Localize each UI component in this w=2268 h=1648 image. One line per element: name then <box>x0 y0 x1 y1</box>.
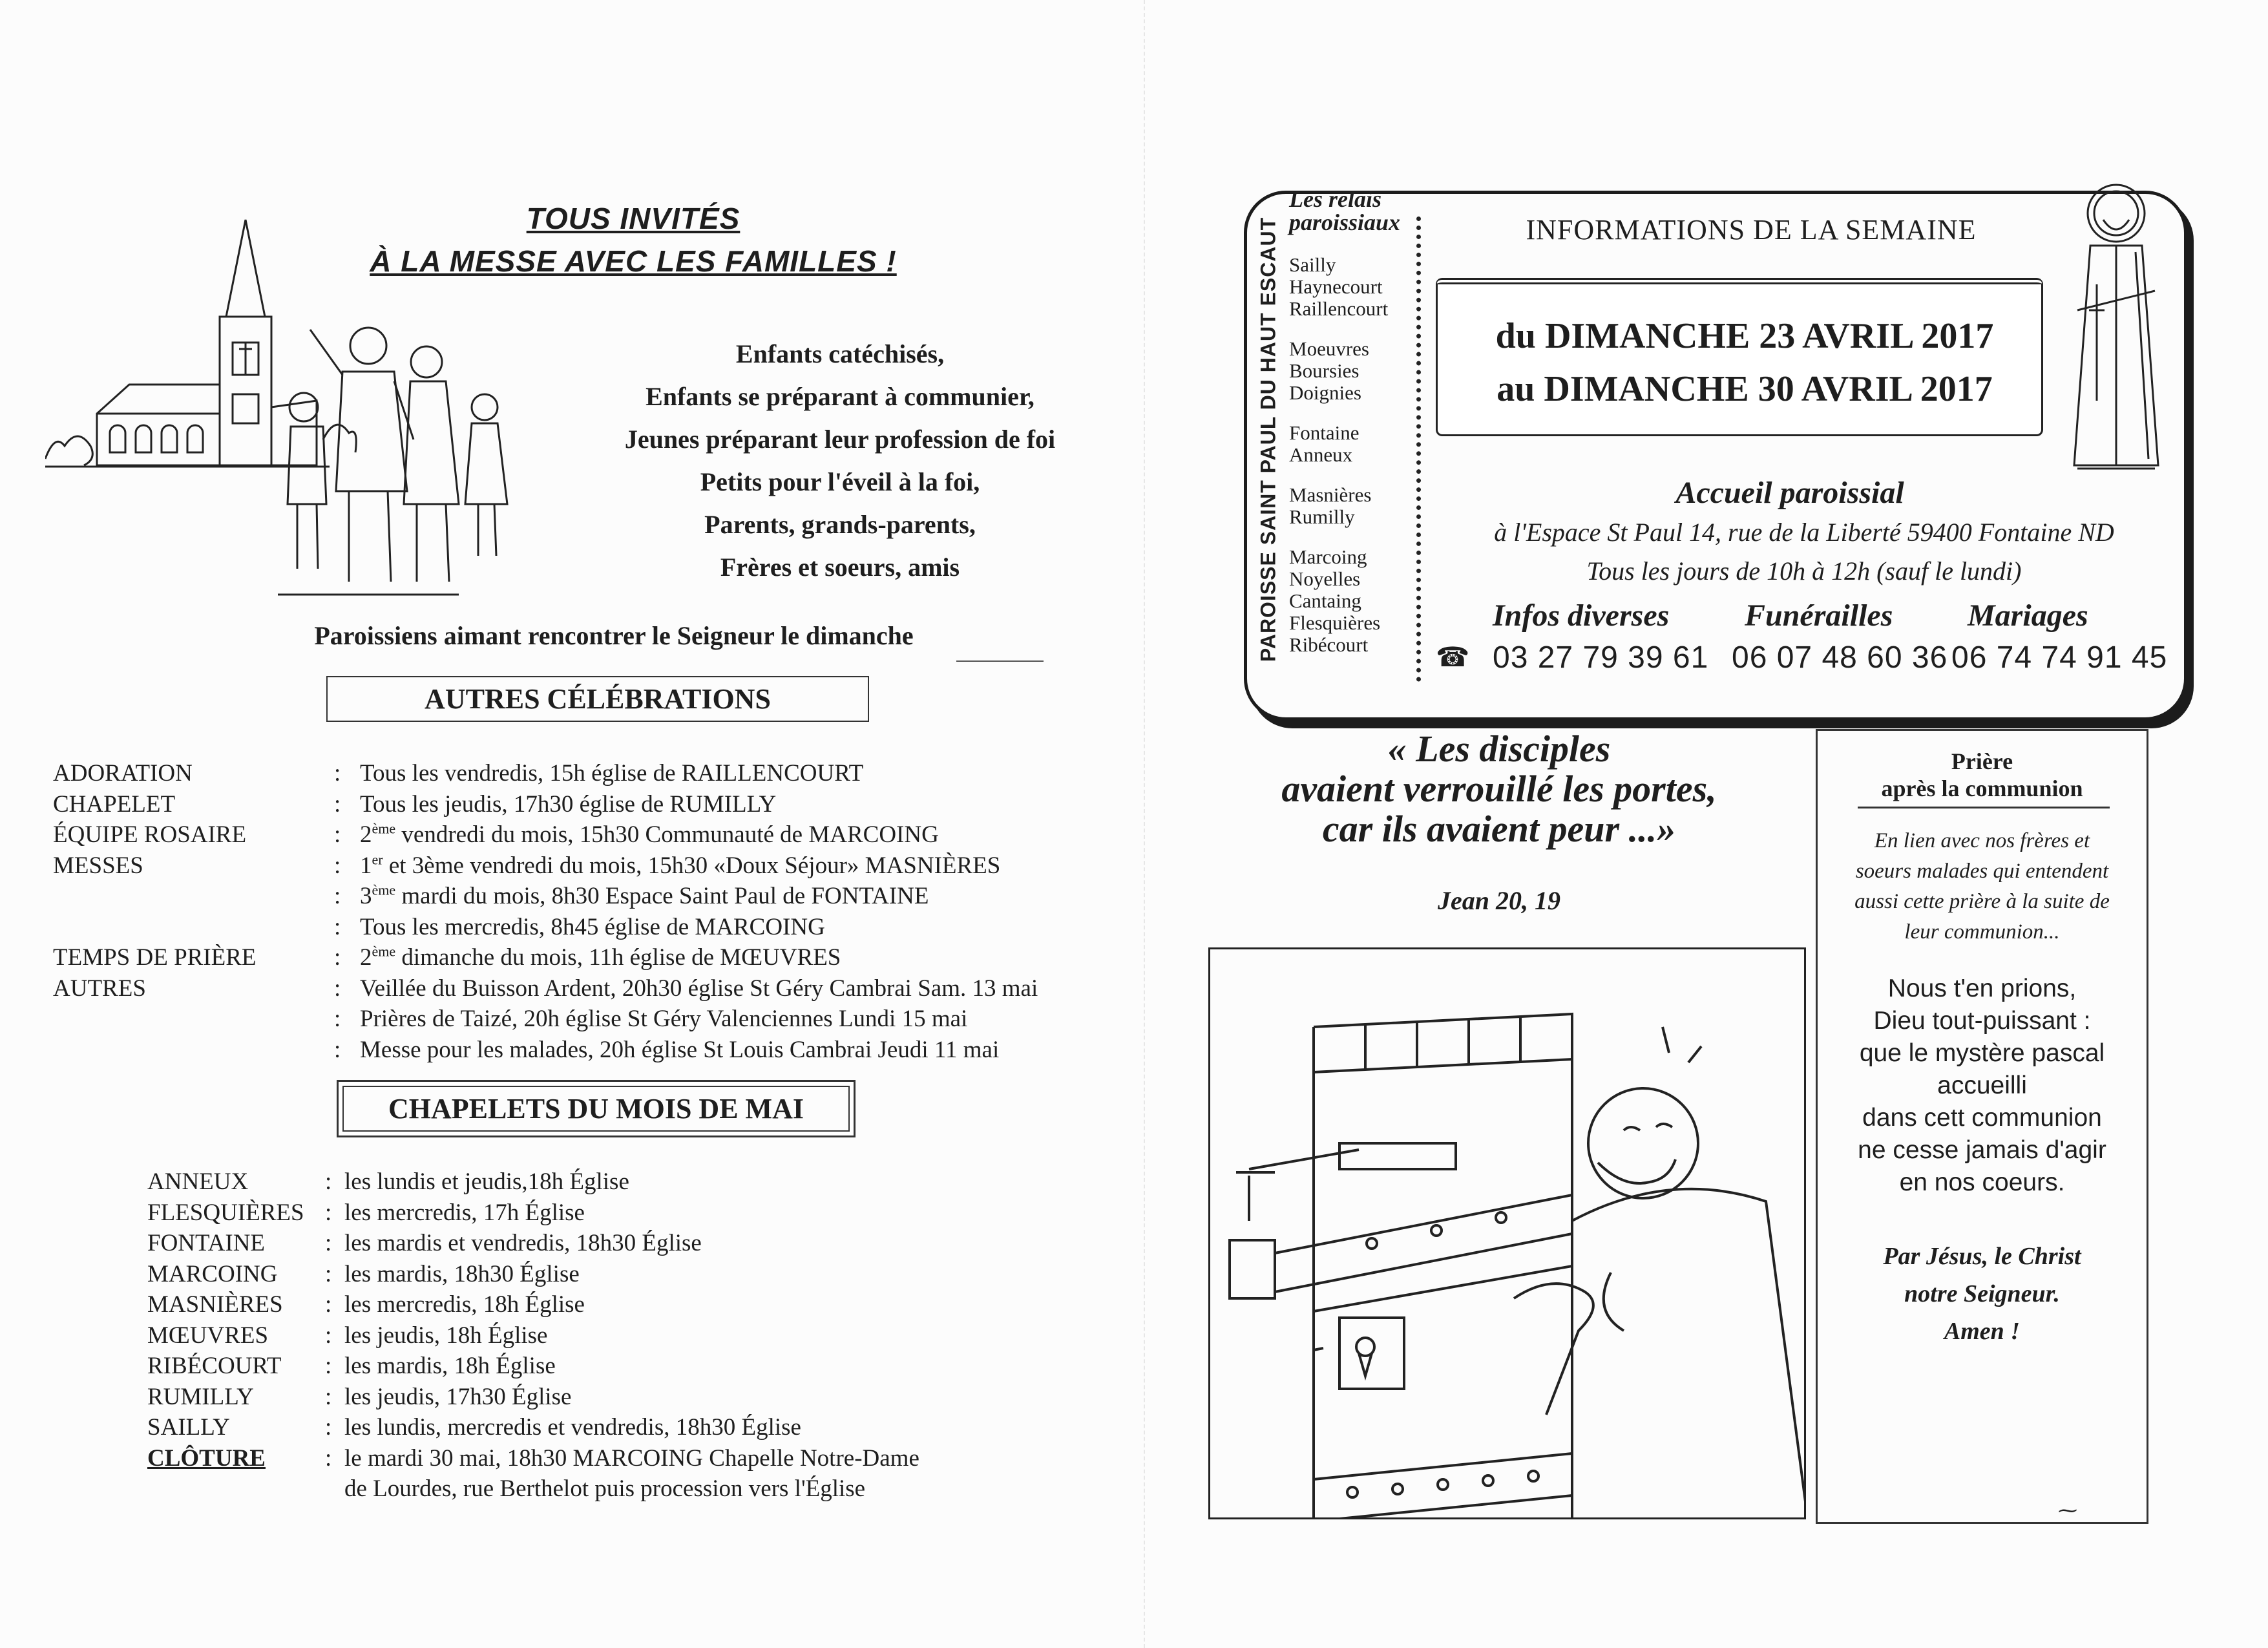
row-value: de Lourdes, rue Berthelot puis procession vers l'Église <box>344 1475 866 1502</box>
row-separator: : <box>325 1383 332 1410</box>
row-value <box>360 942 841 973</box>
ordinal-number: 2 <box>360 944 372 971</box>
row-separator: : <box>325 1291 332 1318</box>
saint-paul-figure <box>2052 181 2181 478</box>
row-separator: : <box>334 790 341 818</box>
row-separator: : <box>325 1199 332 1226</box>
mariages-number: 06 74 74 91 45 <box>1951 640 2168 675</box>
relais-group <box>1289 338 1388 404</box>
relais-item: Ribécourt <box>1289 633 1369 656</box>
audience-item: Enfants catéchisés, <box>735 339 945 368</box>
row-value <box>360 881 929 912</box>
invite-title <box>310 197 956 282</box>
prayer-line: dans cett communion <box>1862 1104 2102 1132</box>
row-value: Prières de Taizé, 20h église St Géry Valenciennes Lundi 15 mai <box>360 1006 968 1032</box>
table-row <box>53 1004 1061 1035</box>
relais-item: Rumilly <box>1289 505 1355 528</box>
prayer-title-line1: Prière <box>1951 748 2013 774</box>
row-value: les mardis, 18h30 Église <box>344 1260 580 1287</box>
quote-line: « Les disciples <box>1387 728 1611 770</box>
relais-item: Masnières <box>1289 483 1372 506</box>
table-row <box>147 1443 1065 1474</box>
table-row <box>53 942 1061 973</box>
autres-celebrations-heading: AUTRES CÉLÉBRATIONS <box>326 676 869 722</box>
relais-item: Flesquières <box>1289 611 1381 634</box>
table-row <box>147 1474 1065 1505</box>
ordinal-suffix: er <box>372 851 383 868</box>
relais-group <box>1289 484 1388 528</box>
relais-group <box>1289 254 1388 320</box>
row-label <box>53 912 334 943</box>
relais-item: Sailly <box>1289 253 1336 276</box>
table-row <box>147 1167 1065 1198</box>
row-label: FONTAINE <box>147 1230 266 1256</box>
table-row <box>147 1228 1065 1259</box>
audience-item: Jeunes préparant leur profession de foi <box>624 425 1056 454</box>
row-label: CHAPELET <box>53 790 176 818</box>
accueil-title: Accueil paroissial <box>1675 476 1904 510</box>
row-separator: : <box>325 1168 332 1195</box>
prayer-intro <box>1819 826 2145 947</box>
row-separator: : <box>325 1230 332 1256</box>
funerailles-label: Funérailles <box>1745 598 1893 633</box>
relais-item: Haynecourt <box>1289 275 1383 298</box>
ordinal-suffix: ème <box>372 820 396 837</box>
audience-item: Enfants se préparant à communier, <box>646 382 1034 411</box>
row-separator: : <box>334 975 341 1002</box>
date-scroll-banner <box>1436 278 2043 436</box>
row-label <box>53 881 334 912</box>
ordinal-number: 3 <box>360 883 372 909</box>
row-separator: : <box>334 821 341 848</box>
row-value: les jeudis, 17h30 Église <box>344 1383 572 1410</box>
row-label: RIBÉCOURT <box>147 1353 282 1379</box>
prayer-line: que le mystère pascal <box>1859 1039 2105 1067</box>
row-value: Tous les jeudis, 17h30 église de RUMILLY <box>360 790 777 818</box>
table-row <box>53 1035 1061 1066</box>
row-label: MŒUVRES <box>147 1322 269 1349</box>
table-row <box>53 912 1061 943</box>
row-label: TEMPS DE PRIÈRE <box>53 944 257 971</box>
table-row <box>147 1351 1065 1382</box>
row-value <box>360 850 1000 882</box>
relais-group <box>1289 422 1388 466</box>
row-value: Tous les mercredis, 8h45 église de MARCOING <box>360 913 825 940</box>
row-value-text: vendredi du mois, 15h30 Communauté de MARCOING <box>395 821 939 848</box>
row-separator: : <box>334 760 341 787</box>
row-label: CLÔTURE <box>147 1444 266 1472</box>
table-row <box>53 819 1061 850</box>
table-row <box>147 1259 1065 1290</box>
relais-group <box>1289 546 1388 656</box>
ordinal-suffix: ème <box>372 943 396 960</box>
parish-name-vertical <box>1249 200 1288 679</box>
prayer-line: accueilli <box>1937 1072 2027 1099</box>
row-value: les mardis, 18h Église <box>344 1353 556 1379</box>
prayer-ending <box>1819 1238 2145 1350</box>
row-label <box>53 1004 334 1035</box>
row-value: Veillée du Buisson Ardent, 20h30 église St Géry Cambrai Sam. 13 mai <box>360 975 1038 1002</box>
row-separator: : <box>325 1322 332 1349</box>
table-row <box>53 881 1061 912</box>
row-separator <box>325 1474 344 1505</box>
prayer-title-line2: après la communion <box>1881 776 2083 801</box>
audience-item: Parents, grands-parents, <box>704 510 976 539</box>
relais-item: Doignies <box>1289 381 1361 404</box>
table-row <box>53 850 1061 882</box>
ordinal-number: 1 <box>360 852 372 879</box>
divider <box>956 660 1044 662</box>
relais-item: Moeuvres <box>1289 337 1369 360</box>
date-from: du DIMANCHE 23 AVRIL 2017 <box>1495 316 1994 356</box>
dotted-divider <box>1416 217 1421 682</box>
row-separator: : <box>325 1353 332 1379</box>
row-label: ADORATION <box>53 760 193 787</box>
info-title: INFORMATIONS DE LA SEMAINE <box>1526 214 1977 246</box>
row-value: les mercredis, 18h Église <box>344 1291 585 1318</box>
row-value-text: mardi du mois, 8h30 Espace Saint Paul de FONTAINE <box>395 883 929 909</box>
prayer-body <box>1819 973 2145 1199</box>
row-value: les lundis, mercredis et vendredis, 18h30 Église <box>344 1414 801 1441</box>
row-label <box>147 1474 325 1505</box>
relais-item: Marcoing <box>1289 545 1367 568</box>
invite-audience-list <box>504 333 1176 589</box>
page-fold <box>1144 0 1145 1648</box>
mariages-label: Mariages <box>1968 598 2088 633</box>
chapelets-table <box>147 1167 1065 1505</box>
row-value <box>360 819 939 850</box>
row-value: les jeudis, 18h Église <box>344 1322 548 1349</box>
locked-door-illustration <box>1208 947 1806 1519</box>
prayer-line: Nous t'en prions, <box>1887 975 2077 1002</box>
row-label: AUTRES <box>53 975 146 1002</box>
relais-item: Raillencourt <box>1289 297 1389 320</box>
table-row <box>53 973 1061 1004</box>
infos-label: Infos diverses <box>1493 598 1670 633</box>
prayer-ending-line: Par Jésus, le Christ <box>1883 1243 2081 1270</box>
prayer-line: ne cesse jamais d'agir <box>1858 1136 2106 1164</box>
relais-item: Cantaing <box>1289 589 1361 612</box>
prayer-line: Dieu tout-puissant : <box>1873 1007 2091 1035</box>
row-separator: : <box>334 1036 341 1063</box>
accueil-hours: Tous les jours de 10h à 12h (sauf le lundi) <box>1586 556 2022 586</box>
prayer-title <box>1816 748 2148 802</box>
row-separator: : <box>325 1444 332 1472</box>
table-row <box>147 1320 1065 1351</box>
audience-item: Petits pour l'éveil à la foi, <box>700 467 980 496</box>
relais-list <box>1289 254 1388 674</box>
ordinal-number: 2 <box>360 821 372 848</box>
prayer-line: en nos coeurs. <box>1899 1168 2065 1196</box>
table-row <box>53 789 1061 820</box>
relais-item: Fontaine <box>1289 421 1360 444</box>
relais-item: Anneux <box>1289 443 1353 466</box>
accueil-address: à l'Espace St Paul 14, rue de la Liberté 59400 Fontaine ND <box>1494 518 2114 547</box>
audience-item: Frères et soeurs, amis <box>720 553 960 582</box>
row-value-text: dimanche du mois, 11h église de MŒUVRES <box>395 944 841 971</box>
quote-line: avaient verrouillé les portes, <box>1281 768 1717 810</box>
row-separator: : <box>334 944 341 971</box>
row-label: MESSES <box>53 852 143 879</box>
divider <box>1858 807 2110 808</box>
table-row <box>147 1198 1065 1229</box>
row-separator: : <box>325 1260 332 1287</box>
row-separator: : <box>334 852 341 879</box>
relais-title <box>1289 187 1400 234</box>
row-label: RUMILLY <box>147 1383 254 1410</box>
infos-number: 03 27 79 39 61 <box>1493 640 1709 675</box>
row-separator: : <box>334 1006 341 1032</box>
prayer-intro-line: soeurs malades qui entendent <box>1855 860 2109 883</box>
row-separator: : <box>325 1414 332 1441</box>
row-label: MASNIÈRES <box>147 1291 283 1318</box>
row-label: MARCOING <box>147 1260 278 1287</box>
row-label: FLESQUIÈRES <box>147 1199 304 1226</box>
chapelets-heading: CHAPELETS DU MOIS DE MAI <box>342 1086 850 1132</box>
table-row <box>53 758 1061 789</box>
prayer-intro-line: En lien avec nos frères et <box>1874 829 2090 852</box>
decorative-mark-icon: ⁓ <box>2058 1500 2077 1521</box>
row-value: les lundis et jeudis,18h Église <box>344 1168 629 1195</box>
row-value: le mardi 30 mai, 18h30 MARCOING Chapelle Notre-Dame <box>344 1444 919 1472</box>
row-label: ÉQUIPE ROSAIRE <box>53 821 247 848</box>
quote-line: car ils avaient peur ...» <box>1322 808 1676 850</box>
row-value: les mercredis, 17h Église <box>344 1199 585 1226</box>
row-separator: : <box>334 913 341 940</box>
prayer-ending-line: Amen ! <box>1944 1318 2021 1345</box>
row-value: Tous les vendredis, 15h église de RAILLENCOURT <box>360 760 864 787</box>
row-value-text: et 3ème vendredi du mois, 15h30 «Doux Séjour» MASNIÈRES <box>383 852 1001 879</box>
row-separator: : <box>334 883 341 909</box>
phone-icon: ☎ <box>1436 643 1470 673</box>
relais-item: Boursies <box>1289 359 1360 382</box>
prayer-intro-line: leur communion... <box>1904 920 2060 944</box>
row-label <box>53 1035 334 1066</box>
relais-item: Noyelles <box>1289 567 1361 590</box>
prayer-ending-line: notre Seigneur. <box>1904 1280 2060 1307</box>
table-row <box>147 1289 1065 1320</box>
gospel-quote <box>1215 729 1783 849</box>
prayer-intro-line: aussi cette prière à la suite de <box>1854 890 2110 913</box>
row-value: les mardis et vendredis, 18h30 Église <box>344 1230 702 1256</box>
table-row <box>147 1382 1065 1413</box>
ordinal-suffix: ème <box>372 882 396 898</box>
relais-title-line1: Les relais <box>1289 186 1381 212</box>
autres-celebrations-table <box>53 758 1061 1065</box>
date-to: au DIMANCHE 30 AVRIL 2017 <box>1496 369 1993 409</box>
relais-title-line2: paroissiaux <box>1289 209 1401 235</box>
invite-footer: Paroissiens aimant rencontrer le Seigneur le dimanche <box>314 621 914 650</box>
row-value: Messe pour les malades, 20h église St Louis Cambrai Jeudi 11 mai <box>360 1036 1000 1063</box>
invite-title-line1: TOUS INVITÉS <box>526 202 740 235</box>
table-row <box>147 1412 1065 1443</box>
row-label: SAILLY <box>147 1414 230 1441</box>
quote-reference: Jean 20, 19 <box>1438 886 1560 915</box>
funerailles-number: 06 07 48 60 36 <box>1732 640 1948 675</box>
parish-name: PAROISSE SAINT PAUL DU HAUT ESCAUT <box>1256 217 1280 662</box>
invite-title-line2: À LA MESSE AVEC LES FAMILLES ! <box>370 244 897 278</box>
locked-door-drawing <box>1210 949 1806 1519</box>
family-illustration <box>265 310 523 607</box>
row-label: ANNEUX <box>147 1168 249 1195</box>
